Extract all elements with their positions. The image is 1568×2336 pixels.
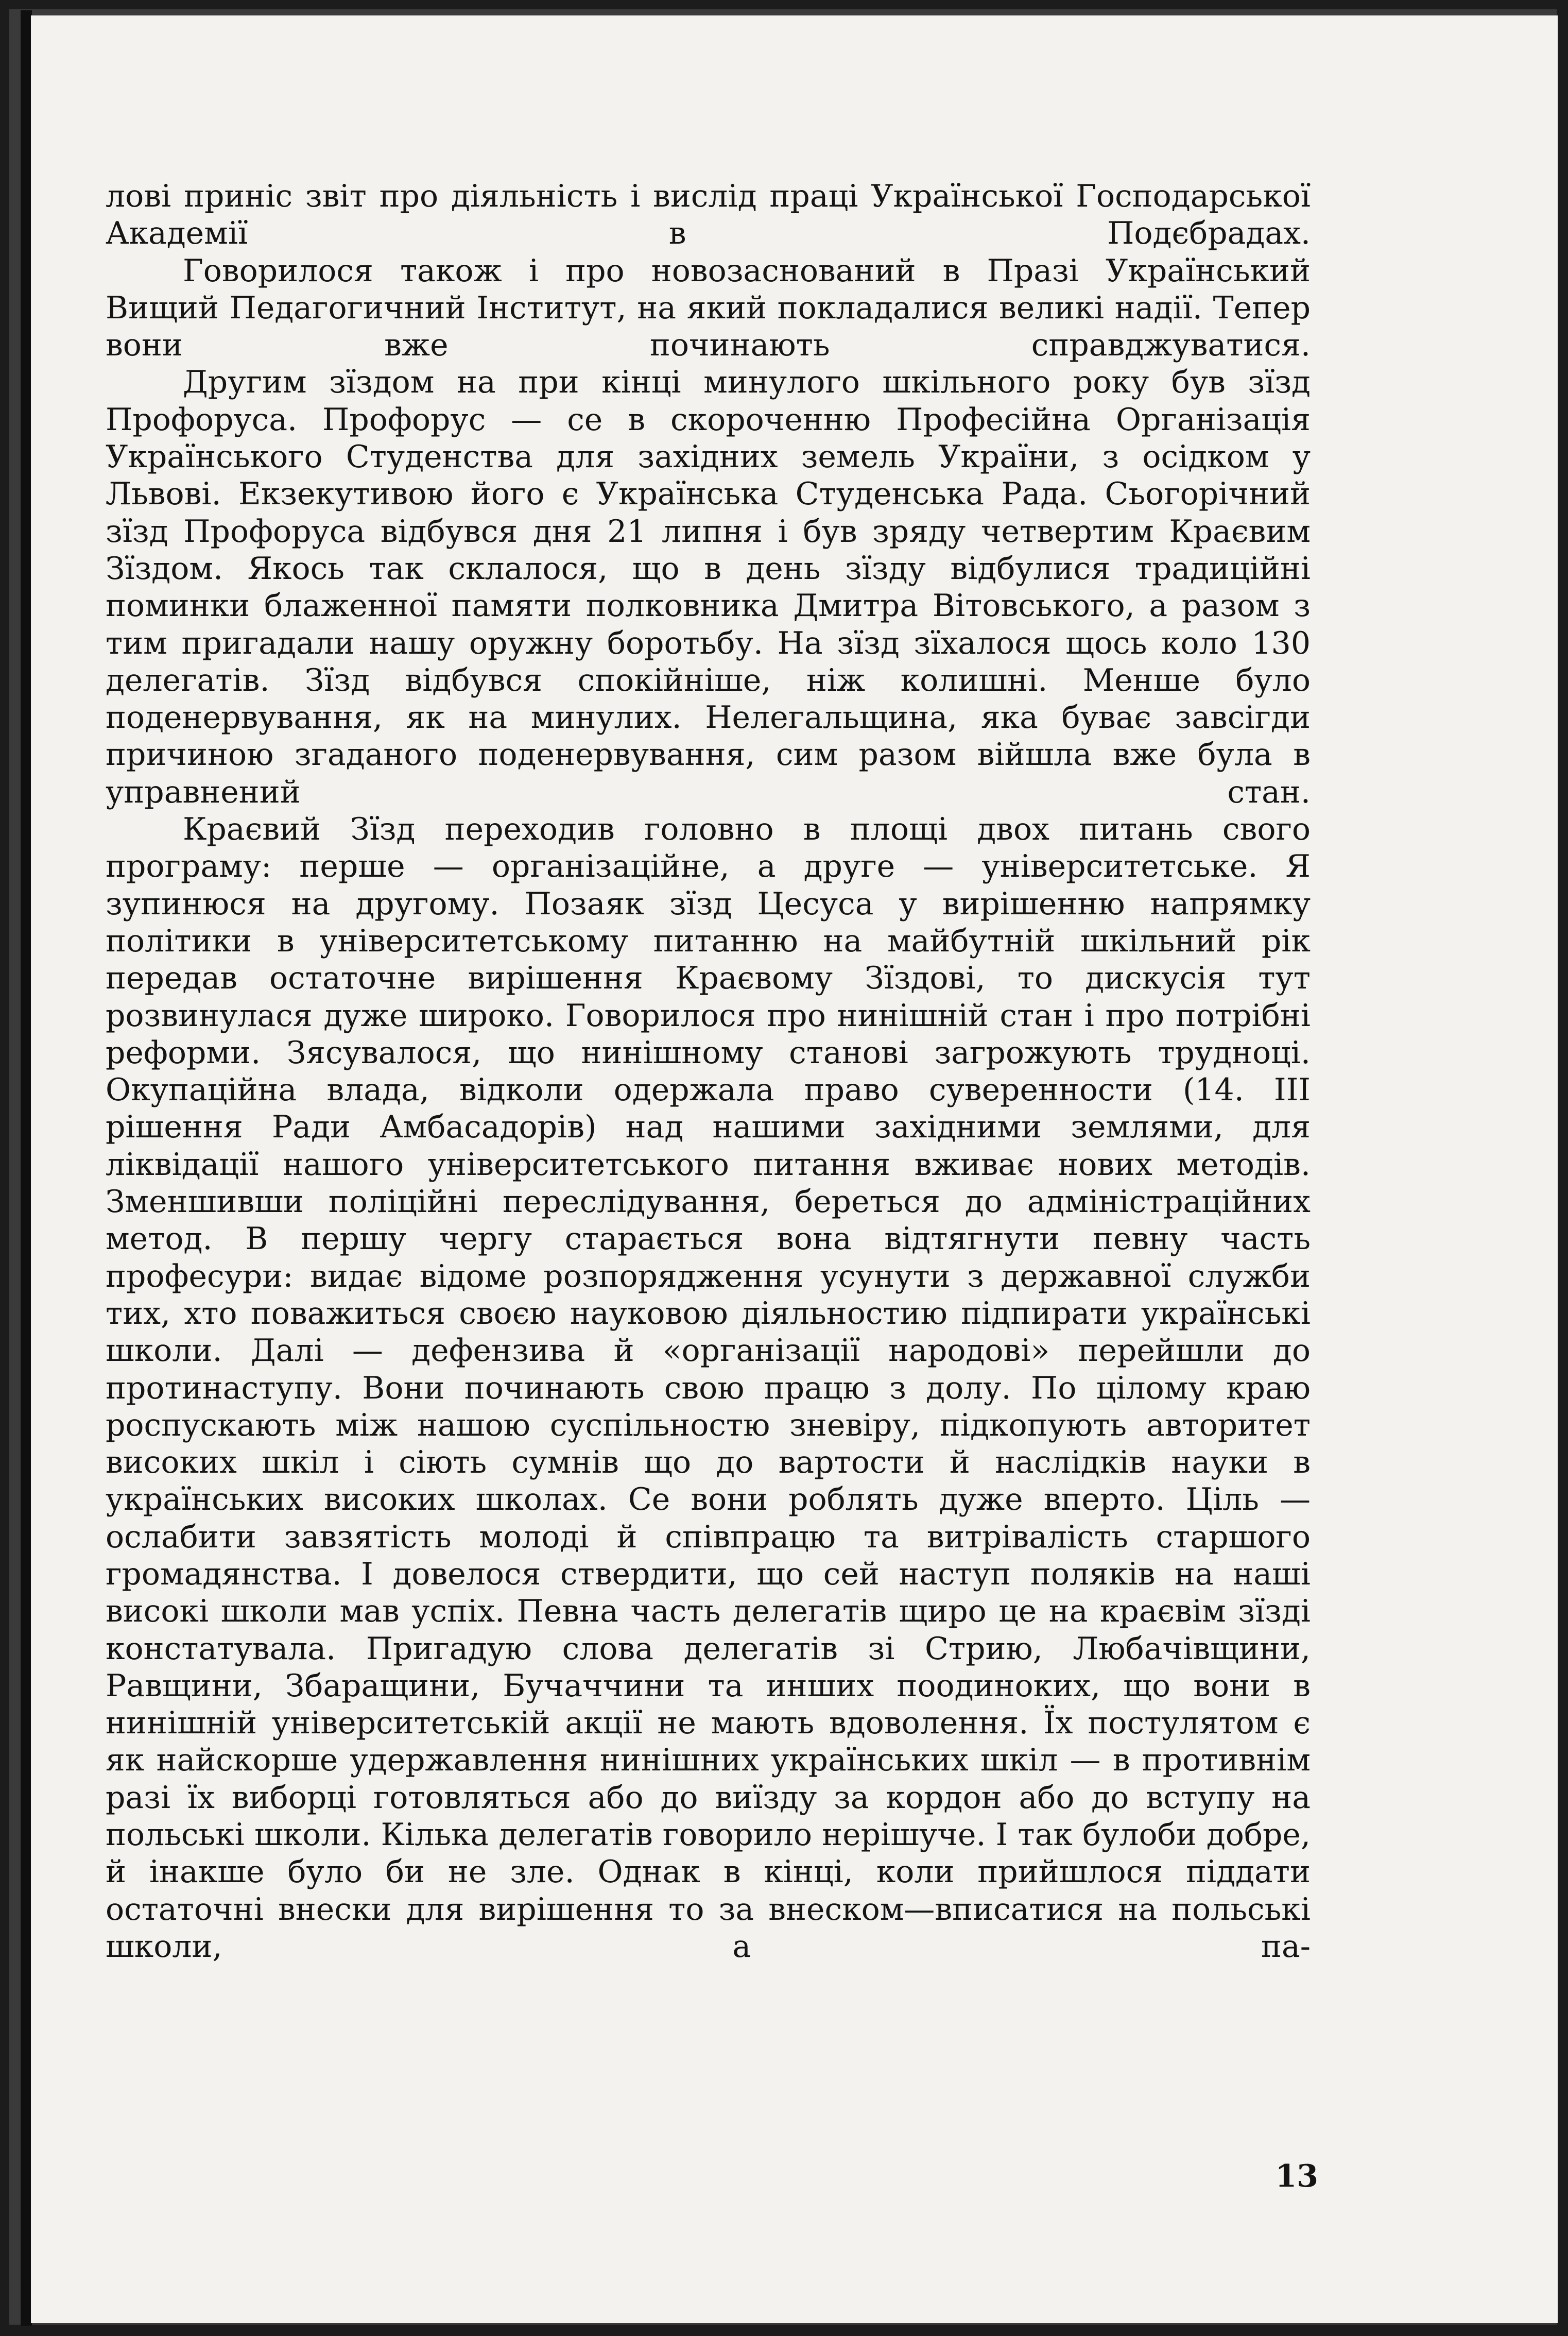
paragraph-3: Другим зїздом на при кінці минулого шкільного року був зїзд Профоруса. Профорус — се в скороченню Професійна Організація Українського Студенства для західних земель України, з осідком у Львові. Екзекутивою його є Українська Студенська Рада. Сьогорічний зїзд Профоруса відбувся дня 21 липня і був зряду четвертим Краєвим Зїздом. Якось так склалося, що в день зїзду відбулися традиційні поминки блаженної памяти полковника Дмитра Вітовського, а разом з тим пригадали нашу оружну боротьбу. На зїзд зїхалося щось коло 130 делегатів. Зїзд відбувся спокійніше, ніж колишні. Менше було поденервування, як на минулих. Нелегальщина, яка буває завсігди причиною згаданого поденервування, сим разом війшла вже була в управнений стан.	[106, 364, 1311, 810]
paragraph-4: Краєвий Зїзд переходив головно в площі двох питань свого програму: перше — організаційне, а друге — університетське. Я зупинюся на другому. Позаяк зїзд Цесуса у вирішенню напрямку політики в університетському питанню на майбутній шкільний рік передав остаточне вирішення Краєвому Зїздові, то дискусія тут розвинулася дуже широко. Говорилося про нинішній стан і про потрібні реформи. Зясувалося, що нинішному станові загрожують трудноці. Окупаційна влада, відколи одержала право суверенности (14. III рішення Ради Амбасадорів) над нашими західними землями, для ліквідації нашого університетського питання вживає нових методів. Зменшивши поліційні переслідування, береться до адміністраційних метод. В першу чергу старається вона відтягнути певну часть професури: видає відоме розпорядження усунути з державної служби тих, хто поважиться своєю науковою діяльностию підпирати українські школи. Далі — дефензива й «організації народові» перейшли до протинаступу. Вони починають свою працю з долу. По цілому краю роспускають між нашою суспільностю зневіру, підкопують авторитет високих шкіл і сіють сумнів що до вартости й наслідків науки в українських високих школах. Се вони роблять дуже вперто. Ціль — ослабити завзятість молоді й співпрацю та витріваліcть старшого громадянства. І довелося ствердити, що сей наступ поляків на наші високі школи мав успіх. Певна часть делегатів щиро це на краєвім зїзді констатувала. Пригадую слова делегатів зі Стрию, Любачівщини, Равщини, Збаращини, Бучаччини та инших поодиноких, що вони в нинішній університетській акції не мають вдоволення. Їх постулятом є як найскорше удержавлення нинішних українських шкіл — в противнім разі їх виборці готовляться або до виїзду за кордон або до вступу на польські школи. Кілька делегатів говорило нерішуче. І так булоби добре, й інакше було би не зле. Однак в кінці, коли прийшлося піддати остаточні внески для вирішення то за внеском—вписатися на польські школи, а па-	[106, 811, 1311, 1965]
book-gutter-edge	[21, 10, 32, 2326]
paragraph-2: Говорилося також і про новозаснований в Празі Український Вищий Педагогичний Інститут, на який покладалися великі надії. Тепер вони вже починають справджуватися.	[106, 252, 1311, 364]
paragraph-1: лові приніс звіт про діяльність і вислід праці Української Господарської Академії в Подєбрадах.	[106, 178, 1311, 252]
page-number: 13	[1275, 2158, 1318, 2194]
body-text	[106, 178, 1311, 1965]
